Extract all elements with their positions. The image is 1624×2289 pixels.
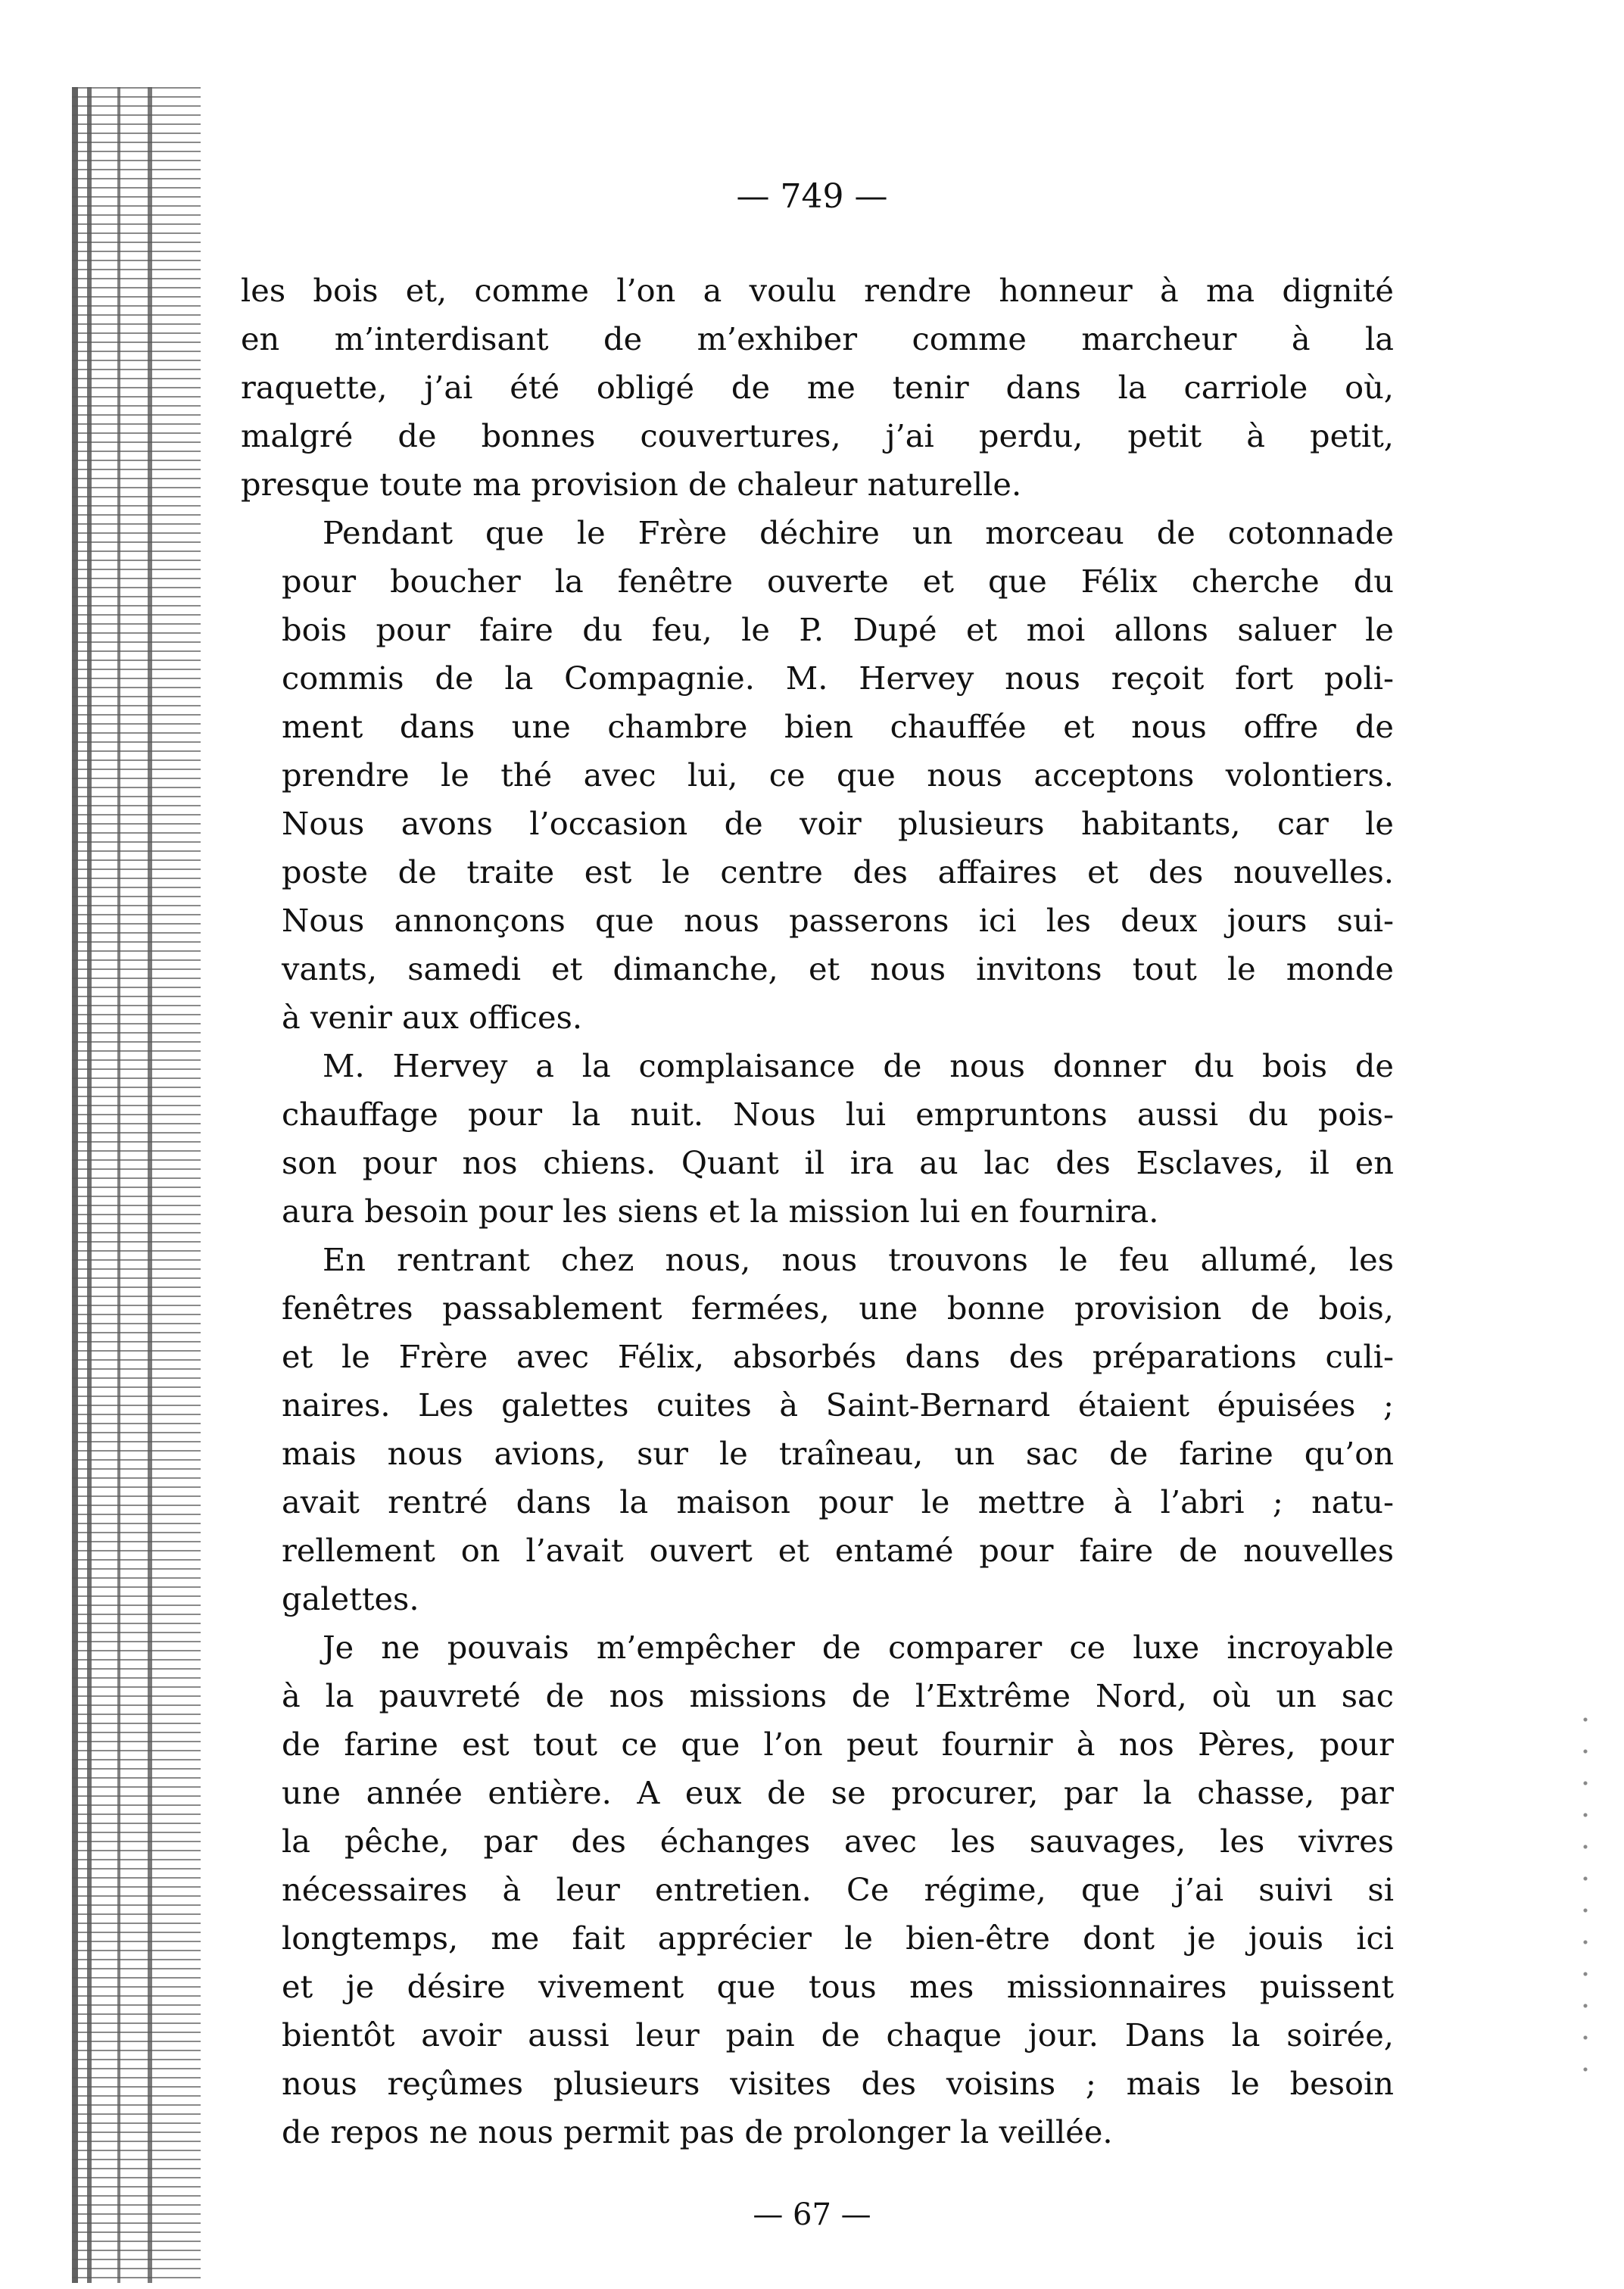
text-line: bois pour faire du feu, le P. Dupé et moi allons saluer le [282, 611, 1394, 648]
text-line: les bois et, comme l’on a voulu rendre honneur à ma dignité [241, 272, 1394, 309]
text-line: à la pauvreté de nos missions de l’Extrême Nord, où un sac [282, 1677, 1394, 1714]
text-line: une année entière. A eux de se procurer, par la chasse, par [282, 1774, 1394, 1811]
paragraph-1 [241, 267, 1394, 509]
text-line: de farine est tout ce que l’on peut fournir à nos Pères, pour [282, 1726, 1394, 1763]
text-line: naires. Les galettes cuites à Saint-Bernard étaient épuisées ; [282, 1386, 1394, 1424]
paragraph-5 [241, 1623, 1394, 2156]
text-line: malgré de bonnes couvertures, j’ai perdu, petit à petit, [241, 417, 1394, 454]
text-line: chauffage pour la nuit. Nous lui empruntons aussi du pois- [282, 1096, 1394, 1133]
text-line: Nous annonçons que nous passerons ici les deux jours sui- [282, 902, 1394, 939]
text-line: et le Frère avec Félix, absorbés dans des préparations culi- [282, 1338, 1394, 1375]
text-line: En rentrant chez nous, nous trouvons le feu allumé, les [323, 1241, 1394, 1278]
text-line: prendre le thé avec lui, ce que nous acceptons volontiers. [282, 756, 1394, 794]
paragraph-3 [241, 1042, 1394, 1236]
text-line: presque toute ma provision de chaleur naturelle. [241, 466, 1022, 503]
text-line: à venir aux offices. [282, 999, 583, 1036]
text-line: de repos ne nous permit pas de prolonger la veillée. [282, 2113, 1113, 2150]
text-line: raquette, j’ai été obligé de me tenir dans la carriole où, [241, 369, 1394, 406]
text-line: fenêtres passablement fermées, une bonne provision de bois, [282, 1290, 1394, 1327]
text-line: vants, samedi et dimanche, et nous invitons tout le monde [282, 950, 1394, 987]
page-number-top: — 749 — [736, 177, 888, 216]
text-line: son pour nos chiens. Quant il ira au lac des Esclaves, il en [282, 1144, 1394, 1181]
text-line: en m’interdisant de m’exhiber comme marcheur à la [241, 320, 1394, 357]
text-line: commis de la Compagnie. M. Hervey nous reçoit fort poli- [282, 660, 1394, 697]
text-line: mais nous avions, sur le traîneau, un sac de farine qu’on [282, 1435, 1394, 1472]
text-line: et je désire vivement que tous mes missionnaires puissent [282, 1968, 1394, 2005]
text-line: Je ne pouvais m’empêcher de comparer ce luxe incroyable [323, 1629, 1394, 1666]
page-binding-edge [72, 87, 201, 2283]
text-line: galettes. [282, 1580, 419, 1617]
paragraph-4 [241, 1236, 1394, 1623]
text-line: nécessaires à leur entretien. Ce régime, que j’ai suivi si [282, 1871, 1394, 1908]
text-line: rellement on l’avait ouvert et entamé pour faire de nouvelles [282, 1532, 1394, 1569]
text-line: aura besoin pour les siens et la mission lui en fournira. [282, 1193, 1159, 1230]
text-line: ment dans une chambre bien chauffée et nous offre de [282, 708, 1394, 745]
text-line: Nous avons l’occasion de voir plusieurs habitants, car le [282, 805, 1394, 842]
text-line: M. Hervey a la complaisance de nous donner du bois de [323, 1047, 1394, 1084]
text-line: bientôt avoir aussi leur pain de chaque jour. Dans la soirée, [282, 2016, 1394, 2054]
paragraph-2 [241, 509, 1394, 1042]
text-line: longtemps, me fait apprécier le bien-être dont je jouis ici [282, 1919, 1394, 1957]
body-text [241, 267, 1394, 2156]
page-number-bottom: — 67 — [753, 2197, 871, 2232]
text-line: Pendant que le Frère déchire un morceau de cotonnade [323, 514, 1394, 551]
text-line: nous reçûmes plusieurs visites des voisins ; mais le besoin [282, 2065, 1394, 2102]
page-margin-specks [1575, 1704, 1596, 2097]
text-line: pour boucher la fenêtre ouverte et que Félix cherche du [282, 563, 1394, 600]
text-line: la pêche, par des échanges avec les sauvages, les vivres [282, 1823, 1394, 1860]
text-line: poste de traite est le centre des affaires et des nouvelles. [282, 853, 1394, 890]
text-line: avait rentré dans la maison pour le mettre à l’abri ; natu- [282, 1483, 1394, 1520]
